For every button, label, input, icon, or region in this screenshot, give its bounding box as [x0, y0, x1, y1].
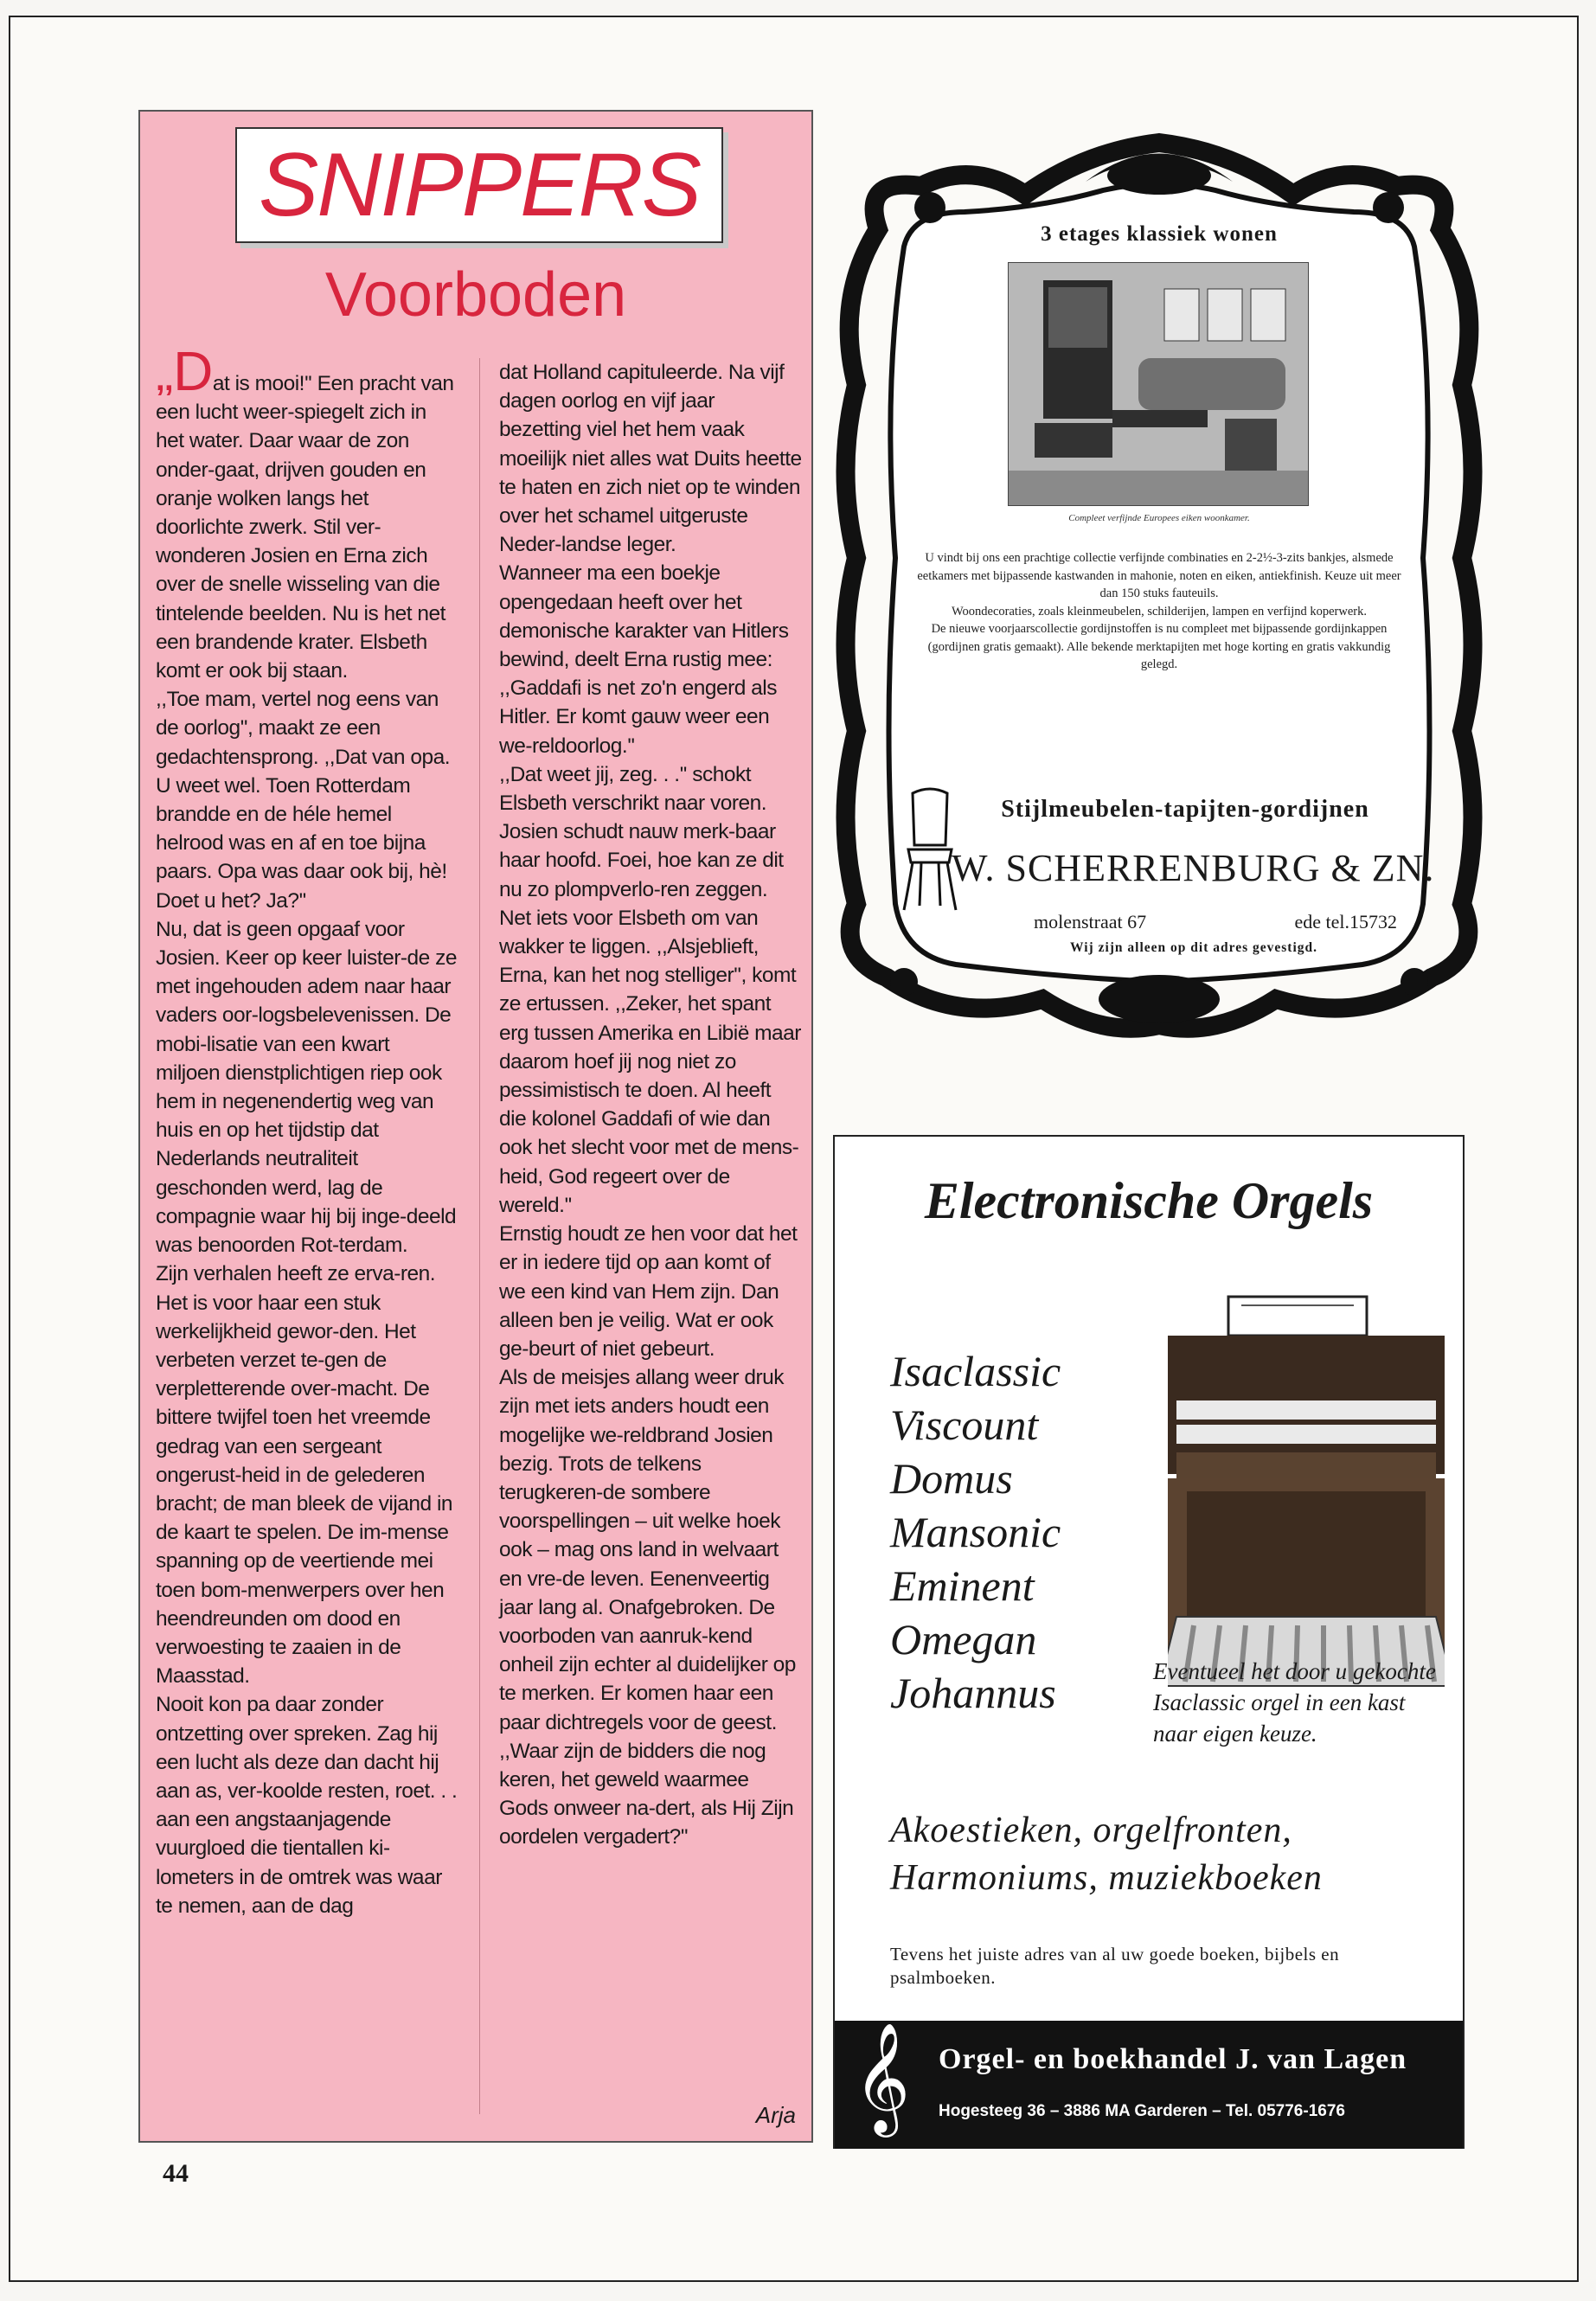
brand-item: Mansonic [890, 1508, 1061, 1556]
brand-item: Isaclassic [890, 1347, 1061, 1395]
orgels-advertisement [833, 1135, 1465, 2149]
ad-headline: 3 etages klassiek wonen [1041, 222, 1278, 246]
dropcap-letter: D [173, 340, 213, 402]
article-paragraph: Nu, dat is geen opgaaf voor Josien. Keer op keer luister-de ze met ingehouden adem naar haar vaders oor-logsbelevenissen. De mobi-lisatie van een kwart miljoen dienstplichtigen riep ook hem in negenendertig weg van huis en op het tijdstip dat Nederlands neutraliteit geschonden werd, lag de compagnie waar hij bij inge-deeld was benoorden Rot-terdam. [156, 917, 457, 1258]
ad-subheading [890, 1807, 1444, 1902]
living-room-photo [1008, 262, 1309, 506]
scherrenburg-advertisement [826, 125, 1492, 1042]
article-title: Voorboden [324, 260, 627, 330]
article-paragraph [156, 340, 458, 685]
treble-clef-icon: 𝄞 [854, 2022, 911, 2132]
shop-name: Orgel- en boekhandel J. van Lagen [939, 2043, 1407, 2075]
organ-brand-list [890, 1344, 1061, 1720]
dropcap-quote: ,, [156, 362, 174, 398]
ad-title: Electronische Orgels [924, 1172, 1374, 1229]
article-paragraph: Als de meisjes allang weer druk zijn met iets anders houdt een mogelijke we-reldbrand Josien bezig. Trots de telkens terugkeren-de sombere voorspellingen – uit welke hoek ook – mag ons land in welvaart en vre-de leven. Eenenveertig jaar lang al. Onafgebroken. De voorboden van aanruk-kend onheil zijn echter al duidelijker op te merken. Er komen haar een paar dichtregels voor de geest. ,,Waar zijn de bidders die nog keren, het geweld waarmee Gods onweer na-dert, als Hij Zijn oordelen vergadert?'' [499, 1366, 796, 1849]
shop-banner [835, 2021, 1463, 2149]
brand-item: Johannus [890, 1669, 1056, 1717]
article-section-title: SNIPPERS [259, 135, 700, 235]
ad-small-text: Tevens het juiste adres van al uw goede boeken, bijbels en psalmboeken. [890, 1944, 1340, 1988]
article-paragraph: Nooit kon pa daar zonder ontzetting over spreken. Zag hij een lucht als deze dan dacht hij aan as, ver-koolde resten, roet. . . aan een angstaanjagende vuurgloed die tientallen ki-lometers in de omtrek was waar te nemen, aan de dag [156, 1693, 458, 1918]
ad-body-paragraph: Woondecoraties, zoals kleinmeubelen, schilderijen, lampen en verfijnd koperwerk. [952, 604, 1367, 619]
brand-item: Eminent [890, 1561, 1035, 1610]
ad-tagline: Stijlmeubelen-tapijten-gordijnen [1001, 796, 1369, 823]
snippers-title-box [235, 127, 723, 243]
street-address: molenstraat 67 [1034, 911, 1147, 933]
living-room-photo-graphic [1009, 263, 1308, 505]
organ-illustration [1168, 1288, 1445, 1695]
article-paragraph: Zijn verhalen heeft ze erva-ren. Het is voor haar een stuk werkelijkheid gewor-den. Het verbeten verzet te-gen de verpletterende over-macht. De bittere twijfel toen het vreemde gedrag van een sergeant ongerust-heid in de gelederen bracht; de man bleek de vijand in de kaart te spelen. De im-mense spanning op de veertiende mei toen bom-menwerpers over hen heendreunden om dood en verwoesting te zaaien in de Maasstad. [156, 1262, 453, 1689]
city-phone: ede tel.15732 [1294, 911, 1397, 933]
column-divider [479, 358, 480, 2114]
shop-address: Hogesteeg 36 – 3886 MA Garderen – Tel. 05776-1676 [939, 2102, 1345, 2120]
ad-body-text [917, 549, 1401, 674]
company-name: W. SCHERRENBURG & ZN. [952, 847, 1435, 889]
ad-subheading-line: Harmoniums, muziekboeken [890, 1858, 1323, 1898]
brand-item: Viscount [890, 1400, 1039, 1449]
photo-caption: Compleet verfijnde Europees eiken woonkamer. [1068, 513, 1250, 523]
ad-body-paragraph: U vindt bij ons een prachtige collectie verfijnde combinaties en 2-2½-3-zits bankjes, alsmede eetkamers met bijpassende kastwanden in mahonie, noten en eiken, antiekfinish. Keuze uit meer dan 150 stuks fauteuils. [917, 551, 1401, 600]
address-note: Wij zijn alleen op dit adres gevestigd. [1070, 940, 1317, 955]
article-paragraph: ,,Toe mam, vertel nog eens van de oorlog'', maakt ze een gedachtensprong. ,,Dat van opa. U weet wel. Toen Rotterdam brandde en de héle hemel helrood was en af en toe bijna paars. Opa was daar ook bij, hè! Doet u het? Ja?'' [156, 688, 451, 913]
article-column-right [499, 358, 802, 1852]
ad-subheading-line: Akoestieken, orgelfronten, [890, 1811, 1292, 1850]
article-paragraph: ,,Dat weet jij, zeg. . .'' schokt Elsbeth verschrikt naar voren. [499, 762, 767, 816]
brand-item: Domus [890, 1454, 1013, 1503]
article-paragraph: Ernstig houdt ze hen voor dat het er in iedere tijd op aan komt of we een kind van Hem zijn. Dan alleen ben je veilig. Wat er ook ge-beurt of niet gebeurt. [499, 1222, 798, 1361]
organ-note: Eventueel het door u gekochte Isaclassic orgel in een kast naar eigen keuze. [1153, 1658, 1436, 1747]
author-signature: Arja [755, 2102, 796, 2128]
article-paragraph: Josien schudt nauw merk-baar haar hoofd. Foei, hoe kan ze dit nu zo plompverlo-ren zeggen. Net iets voor Elsbeth om van wakker te liggen. ,,Alsjeblieft, Erna, kan het nog stelliger'', komt ze ertussen. ,,Zeker, het spant erg tussen Amerika en Libië maar daarom hoef jij nog niet zo pessimistisch te doen. Al heeft die kolonel Gaddafi of wie dan ook het slecht voor met de mens-heid, God regeert over de wereld.'' [499, 820, 801, 1217]
article-column-left [156, 340, 458, 1920]
company-address [1034, 911, 1397, 933]
article-paragraph: dat Holland capituleerde. Na vijf dagen oorlog en vijf jaar bezetting viel het hem vaak moeilijk niet alles wat Duits heette te haten en zich niet op te winden over het schamel uitgeruste Neder-landse leger. [499, 361, 802, 557]
first-paragraph-text: at is mooi!'' Een pracht van een lucht weer-spiegelt zich in het water. Daar waar de zon onder-gaat, drijven gouden en oranje wolken langs het doorlichte zwerk. Stil ver-wonderen Josien en Erna zich over de snelle wisseling van die tintelende beelden. Nu is het net een brandende krater. Elsbeth komt er ook bij staan. [156, 372, 454, 683]
ad-body-paragraph: De nieuwe voorjaarscollectie gordijnstoffen is nu compleet met bijpassende gordijnkappen (gordijnen gratis gemaakt). Alle bekende merktapijten met hoge korting en gratis vakkundig gelegd. [927, 622, 1391, 671]
page-number: 44 [163, 2159, 189, 2188]
article-paragraph: Wanneer ma een boekje opengedaan heeft over het demonische karakter van Hitlers bewind, deelt Erna rustig mee: ,,Gaddafi is net zo'n engerd als Hitler. Er komt gauw weer een we-reldoorlog.'' [499, 561, 789, 758]
brand-item: Omegan [890, 1615, 1037, 1663]
snippers-article [138, 110, 813, 2143]
